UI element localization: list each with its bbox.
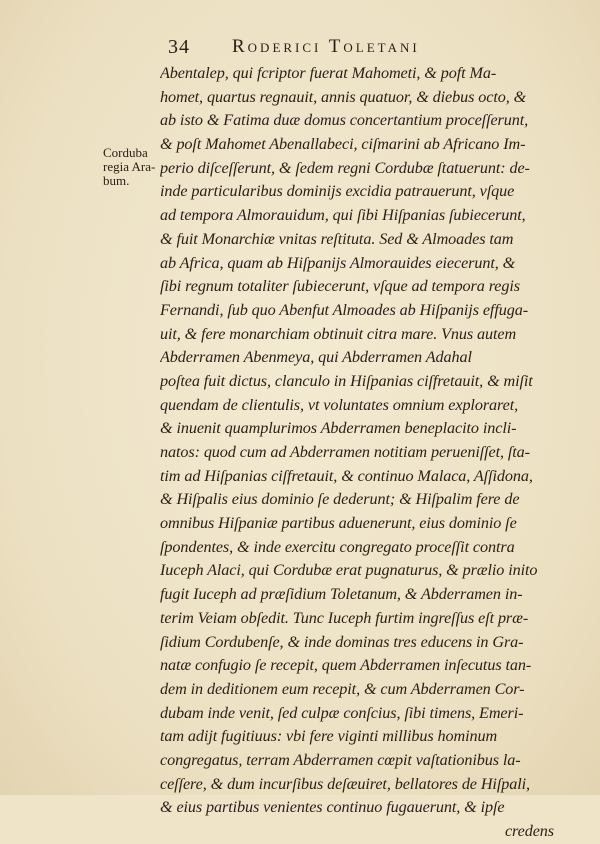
margin-note-line: regia Ara- <box>103 159 156 174</box>
text-line: perio diſceſſerunt, & ſedem regni Cordubæ ſtatuerunt: de- <box>160 158 530 177</box>
text-line: ceſſere, & dum incurſibus deſæuiret, bellatores de Hiſpali, <box>160 774 530 793</box>
text-line: tim ad Hiſpanias ciſfretauit, & continuo Malaca, Aſſidona, <box>160 466 533 485</box>
margin-note <box>103 146 165 188</box>
text-line: ſidium Cordubenſe, & inde dominas tres educens in Gra- <box>160 632 524 651</box>
text-line: tam adijt fugitiuus: vbi fere viginti millibus hominum <box>160 727 498 746</box>
text-line: Fernandi, ſub quo Abenfut Almoades ab Hiſpanijs effuga- <box>160 300 528 319</box>
page-number: 34 <box>168 36 190 58</box>
margin-note-line: bum. <box>103 173 130 188</box>
text-line: congregatus, terram Abderramen cœpit vaſtationibus la- <box>160 750 521 769</box>
body-text <box>160 62 578 844</box>
text-line: ſibi regnum totaliter ſubiecerunt, vſque ad tempora regis <box>160 277 520 296</box>
text-line: poſtea fuit dictus, clanculo in Hiſpanias ciſfretauit, & miſit <box>160 371 533 390</box>
text-line: omnibus Hiſpaniæ partibus aduenerunt, eius dominio ſe <box>160 514 517 533</box>
margin-note-line: Corduba <box>103 145 148 160</box>
text-line: terim Veiam obſedit. Tunc Iuceph furtim ingreſſus eſt præ- <box>160 608 529 627</box>
text-line: fugit Iuceph ad præſidium Toletanum, & Abderramen in- <box>160 585 523 604</box>
text-line: & Hiſpalis eius dominio ſe dederunt; & Hiſpalim fere de <box>160 490 520 509</box>
text-line: quendam de clientulis, vt voluntates omnium exploraret, <box>160 395 519 414</box>
text-line: ab isto & Fatima duæ domus concertantium proceſſerunt, <box>160 111 529 130</box>
text-line: inde particularibus dominijs excidia patrauerunt, vſque <box>160 182 515 201</box>
text-line: dubam inde venit, ſed culpæ conſcius, ſibi timens, Emeri- <box>160 703 524 722</box>
text-line: & poſt Mahomet Abenallabeci, ciſmarini ab Africano Im- <box>160 135 526 154</box>
text-line: natæ confugio ſe recepit, quem Abderramen inſecutus tan- <box>160 656 532 675</box>
catchword: credens <box>504 822 554 840</box>
page-header <box>0 36 600 60</box>
text-line: & inuenit quamplurimos Abderramen beneplacito incli- <box>160 419 517 438</box>
text-line: & fuit Monarchiæ vnitas reſtituta. Sed & Almoades tam <box>160 229 514 248</box>
text-line: Abderramen Abenmeya, qui Abderramen Adahal <box>160 348 472 367</box>
text-line: Abentalep, qui fcriptor fuerat Mahometi, & poft Ma- <box>160 64 497 82</box>
text-line: natos: quod cum ad Abderramen notitiam perueniſſet, ſta- <box>160 443 530 461</box>
text-line: ſpondentes, & inde exercitu congregato proceſſit contra <box>160 537 515 556</box>
running-title: Roderici Toletani <box>232 36 420 57</box>
text-line: homet, quartus regnauit, annis quatuor, & diebus octo, & <box>160 87 527 106</box>
text-line: ab Africa, quam ab Hiſpanijs Almorauides eiecerunt, & <box>160 253 516 272</box>
text-line: ad tempora Almorauidum, qui ſibi Hiſpanias ſubiecerunt, <box>160 206 526 225</box>
text-line: Iuceph Alaci, qui Cordubæ erat pugnaturus, & prælio inito <box>160 561 538 580</box>
text-line: dem in deditionem eum recepit, & cum Abderramen Cor- <box>160 679 525 698</box>
text-line: & eius partibus venientes continuo fugauerunt, & ipſe <box>160 798 505 817</box>
text-line: uit, & fere monarchiam obtinuit citra mare. Vnus autem <box>160 324 517 343</box>
